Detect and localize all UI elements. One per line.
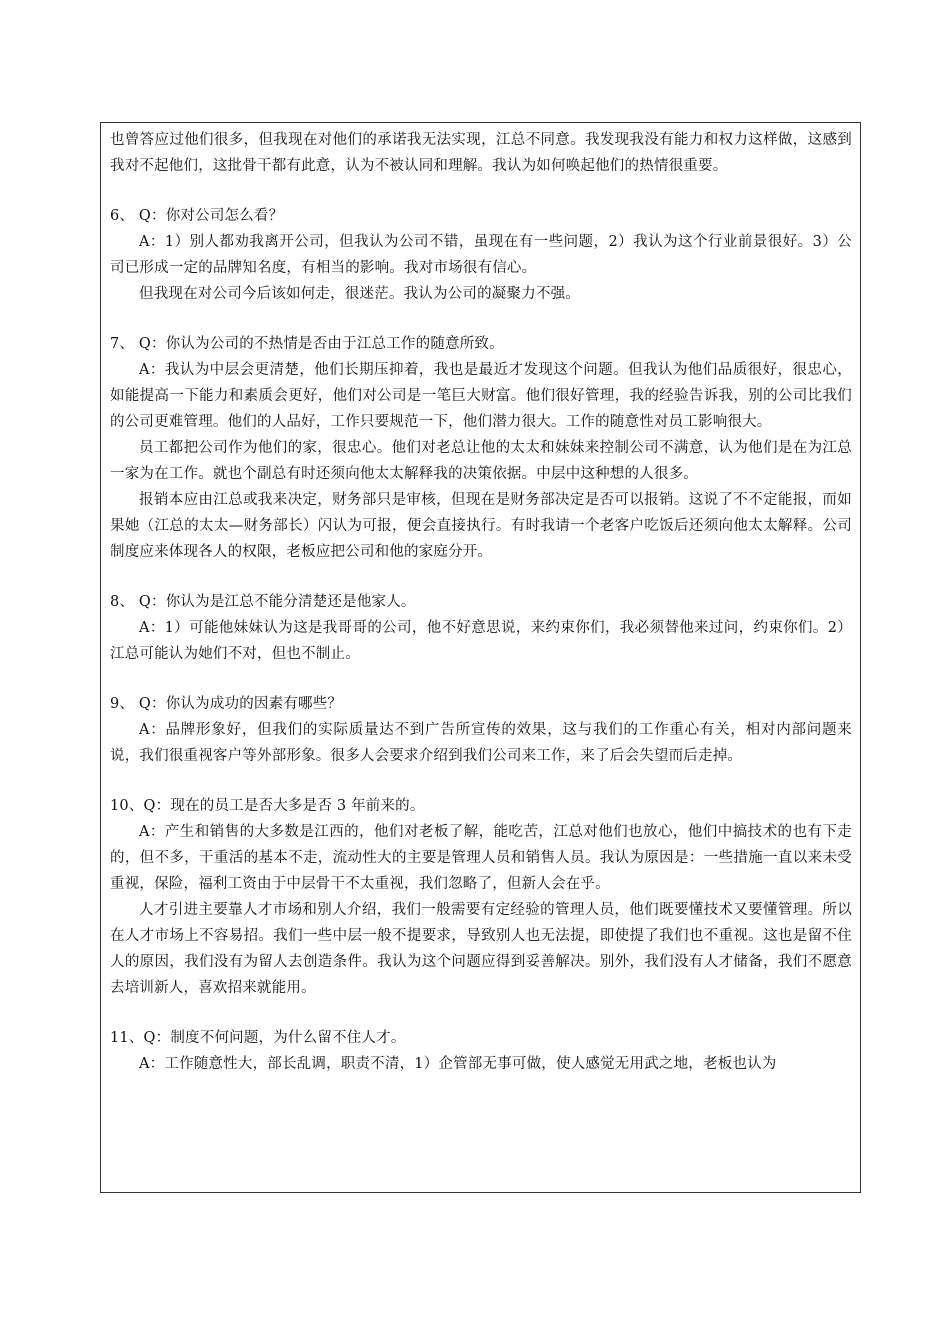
answer-11: A：工作随意性大，部长乱调，职责不清，1）企管部无事可做，使人感觉无用武之地，老板也认为 (139, 1056, 777, 1072)
answer-9: A：品牌形象好，但我们的实际质量达不到广告所宣传的效果，这与我们的工作重心有关，相对内部问题来说，我们很重视客户等外部形象。很多人会要求介绍到我们公司来工作，来了后会失望而后走掉。 (110, 722, 852, 764)
answer-10-part-2: 人才引进主要靠人才市场和别人介绍，我们一般需要有定经验的管理人员，他们既要懂技术又要懂管理。所以在人才市场上不容易招。我们一些中层一般不提要求，导致别人也无法提，即使提了我们也不重视。这也是留不住人的原因，我们没有为留人去创造条件。我认为这个问题应得到妥善解决。别外，我们没有人才储备，我们不愿意去培训新人，喜欢招来就能用。 (110, 902, 852, 996)
document-frame (100, 122, 861, 1193)
answer-7-part-2: 员工都把公司作为他们的家，很忠心。他们对老总让他的太太和妹妹来控制公司不满意，认为他们是在为江总一家为在工作。就也个副总有时还须向他太太解释我的决策依据。中层中这种想的人很多。 (110, 440, 852, 482)
answer-6-part-1: A：1）别人都劝我离开公司，但我认为公司不错，虽现在有一些问题，2）我认为这个行业前景很好。3）公司已形成一定的品牌知名度，有相当的影响。我对市场很有信心。 (110, 234, 852, 276)
answer-7-part-3: 报销本应由江总或我来决定，财务部只是审核，但现在是财务部决定是否可以报销。这说了不不定能报，而如果她（江总的太太—财务部长）闪认为可报，便会直接执行。有时我请一个老客户吃饭后还须向他太太解释。公司制度应来体现各人的权限，老板应把公司和他的家庭分开。 (110, 492, 852, 560)
answer-7-part-1: A：我认为中层会更清楚，他们长期压抑着，我也是最近才发现这个问题。但我认为他们品质很好，很忠心，如能提高一下能力和素质会更好，他们对公司是一笔巨大财富。他们很好管理，我的经验告诉我，别的公司比我们的公司更难管理。他们的人品好，工作只要规范一下，他们潜力很大。工作的随意性对员工影响很大。 (110, 362, 852, 430)
question-6: 6、 Q：你对公司怎么看？ (110, 208, 284, 224)
question-9: 9、 Q：你认为成功的因素有哪些？ (110, 696, 343, 712)
question-11: 11、Q：制度不何问题，为什么留不住人才。 (110, 1030, 406, 1046)
answer-8: A：1）可能他妹妹认为这是我哥哥的公司，他不好意思说，来约束你们，我必须替他来过问，约束你们。2）江总可能认为她们不对，但也不制止。 (110, 620, 852, 662)
answer-10-part-1: A：产生和销售的大多数是江西的，他们对老板了解，能吃苦，江总对他们也放心，他们中搞技术的也有下走的，但不多，干重活的基本不走，流动性大的主要是管理人员和销售人员。我认为原因是：一些措施一直以来未受重视，保险，福利工资由于中层骨干不太重视，我们忽略了，但新人会在乎。 (110, 824, 852, 892)
question-7: 7、 Q：你认为公司的不热情是否由于江总工作的随意所致。 (110, 336, 504, 352)
answer-6-part-2: 但我现在对公司今后该如何走，很迷茫。我认为公司的凝聚力不强。 (139, 286, 580, 302)
question-8: 8、 Q：你认为是江总不能分清楚还是他家人。 (110, 594, 416, 610)
intro-paragraph: 也曾答应过他们很多，但我现在对他们的承诺我无法实现，江总不同意。我发现我没有能力和权力这样做，这感到我对不起他们，这批骨干都有此意，认为不被认同和理解。我认为如何唤起他们的热情很重要。 (110, 132, 852, 174)
question-10: 10、Q：现在的员工是否大多是否 3 年前来的。 (110, 798, 425, 814)
